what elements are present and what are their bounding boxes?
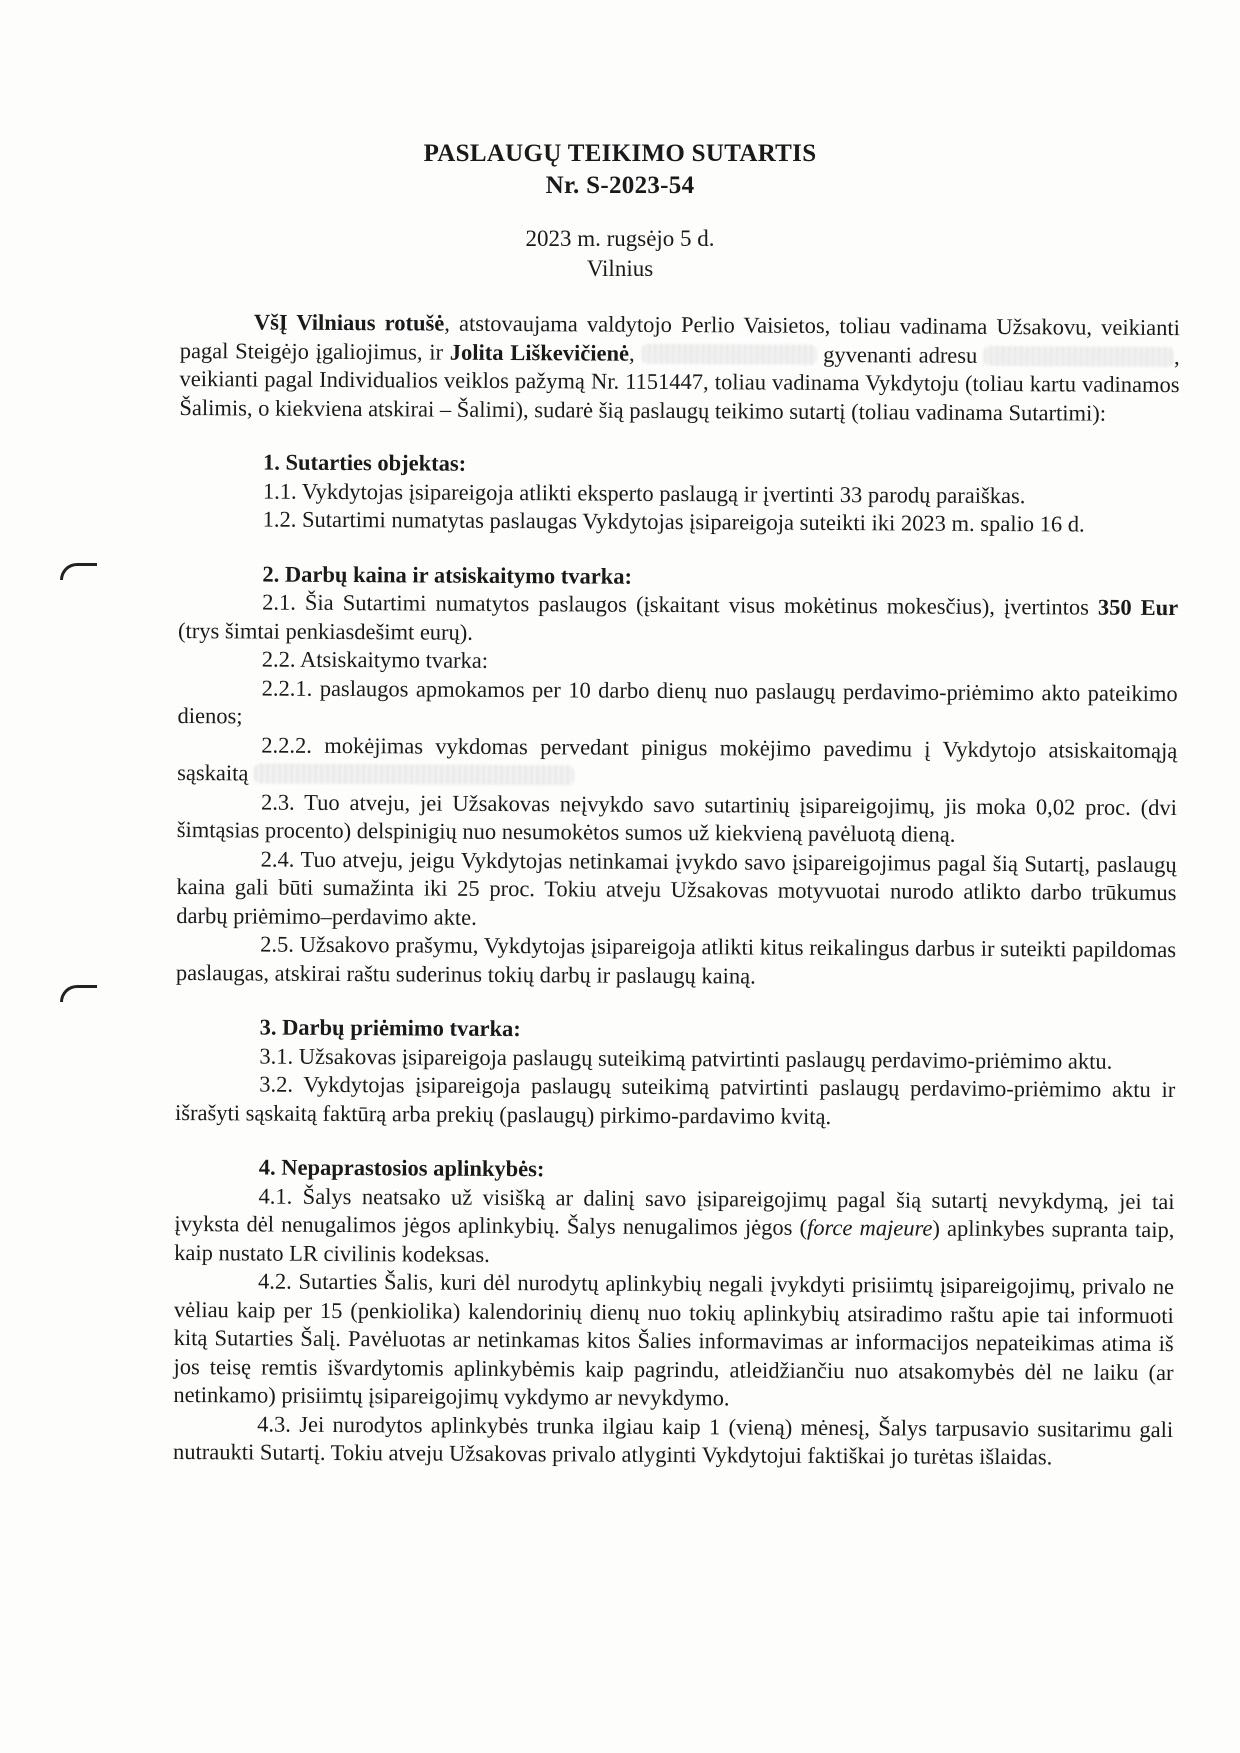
clause: 2.5. Užsakovo prašymu, Vykdytojas įsipareigoja atlikti kitus reikalingus darbus ir suteikti papildomas paslaugas, atskirai raštu suderinus tokių darbų ir paslaugų kainą.: [175, 931, 1177, 989]
intro-text: gyvenanti adresu: [816, 341, 985, 368]
clause-text: 2.2.2. mokėjimas vykdomas pervedant pinigus mokėjimo pavedimu į Vykdytojo atsiskaitomąją sąskaitą: [177, 732, 1178, 786]
clause: 3.2. Vykdytojas įsipareigoja paslaugų suteikimą patvirtinti paslaugų perdavimo-priėmimo aktu ir išrašyti sąskaitą faktūrą arba prekių (paslaugų) pirkimo-pardavimo kvitą.: [175, 1071, 1176, 1129]
section-heading: 1. Sutarties objektas:: [262, 449, 467, 476]
clause: 2.4. Tuo atveju, jeigu Vykdytojas netinkamai įvykdo savo įsipareigojimus pagal šią Sutartį, paslaugų kaina gali būti sumažinta iki 25 proc. Tokiu atveju Užsakovas motyvuotai nurodo atlikto darbo trūkumus darbų priėmimo–perdavimo akte.: [176, 846, 1177, 930]
intro-paragraph: [179, 308, 1180, 428]
clause: [178, 588, 1178, 651]
redacted-bank-account: [254, 763, 574, 785]
intro-text: ,: [628, 340, 642, 366]
redacted-personal-code: [641, 343, 816, 364]
punch-hole-mark: [60, 563, 97, 580]
clause-text: ) aplinkybes supranta taip, kaip nustato LR civilinis kodeksas.: [174, 1215, 1175, 1267]
clause-text: 4.1. Šalys neatsako už visišką ar dalinį savo įsipareigojimų pagal šią sutartį nevykdymą, jei tai įvyksta dėl nenugalimos jėgos aplinkybių. Šalys nenugalimos jėgos (: [174, 1182, 1175, 1240]
italic-term: force majeure: [806, 1214, 933, 1241]
clause: [174, 1181, 1175, 1273]
clause: 2.2.1. paslaugos apmokamos per 10 darbo dienų nuo paslaugų perdavimo-priėmimo akto pateikimo dienos;: [177, 675, 1178, 729]
clause: 4.3. Jei nurodytos aplinkybės trunka ilgiau kaip 1 (vieną) mėnesį, Šalys tarpusavio susitarimu gali nutraukti Sutartį. Tokiu atveju Užsakovas privalo atlyginti Vykdytojui faktiškai jo turėtas išlaidas.: [172, 1410, 1174, 1470]
title-line: PASLAUGŲ TEIKIMO SUTARTIS: [423, 140, 817, 167]
contract-body: [173, 308, 1180, 1473]
intro-text: , atstovaujama valdytojo Perlio Vaisietos, toliau vadinama Užsakovu, veikianti pagal Steigėjo įgaliojimus, ir: [179, 310, 1180, 365]
clause: 4.2. Sutarties Šalis, kuri dėl nurodytų aplinkybių negali įvykdyti prisiimtų įsipareigojimų, privalo ne vėliau kaip per 15 (penkiolika) kalendorinių dienų nuo tokių aplinkybių atsiradimo raštu apie tai informuoti kitą Sutarties Šalį. Pavėluotas ar netinkamas kitos Šalies informavimas ar informacijos nepateikimas atima iš jos teisę remtis išvardytomis aplinkybėmis kaip pagrindu, atleidžiančiu nuo atsakomybės dėl ne laiku (ar netinkamo) prisiimtų įsipareigojimų vykdymo ar nevykdymo.: [173, 1268, 1175, 1411]
intro-text: , veikianti pagal Individualios veiklos pažymą Nr. 1151447, toliau vadinama Vykdytoju (toliau kartu vadinamos Šalimis, o kiekviena atskirai – Šalimi), sudarė šią paslaugų teikimo sutartį (toliau vadinama Sutartimi):: [179, 343, 1180, 426]
punch-hole-mark: [60, 985, 97, 1002]
clause: 1.1. Vykdytojas įsipareigoja atlikti eksperto paslaugą ir įvertinti 33 parodų paraiškas.: [262, 478, 1026, 508]
section-heading: 2. Darbų kaina ir atsiskaitymo tvarka:: [262, 561, 633, 589]
contract-city: Vilnius: [586, 256, 654, 281]
clause: [177, 730, 1177, 793]
clause-text: 2.1. Šia Sutartimi numatytos paslaugos (įskaitant visus mokėtinus mokesčius), įvertintos: [262, 589, 1098, 620]
clause-text: (trys šimtai penkiasdešimt eurų).: [177, 617, 474, 645]
price-amount: 350 Eur: [1097, 594, 1179, 621]
document-title: [0, 138, 1240, 202]
section-heading: 4. Nepaprastosios aplinkybės:: [258, 1154, 545, 1182]
clause: 1.2. Sutartimi numatytas paslaugas Vykdytojas įsipareigoja suteikti iki 2023 m. spalio 16 d.: [262, 506, 1085, 537]
clause: 3.1. Užsakovas įsipareigoja paslaugų suteikimą patvirtinti paslaugų perdavimo-priėmimo aktu.: [259, 1042, 1113, 1074]
clause: 2.3. Tuo atveju, jei Užsakovas neįvykdo savo sutartinių įsipareigojimų, jis moka 0,02 proc. (dvi šimtąsias procento) delspinigių nuo nesumokėtos sumos už kiekvieną pavėluotą dieną.: [176, 789, 1178, 847]
clause: 2.2. Atsiskaitymo tvarka:: [261, 646, 489, 673]
section-heading: 3. Darbų priėmimo tvarka:: [259, 1014, 521, 1042]
party1-name: VšĮ Vilniaus rotušė: [253, 309, 445, 336]
contract-date: 2023 m. rugsėjo 5 d.: [525, 226, 715, 251]
contract-number: Nr. S-2023-54: [545, 172, 695, 199]
date-block: [0, 224, 1240, 284]
redacted-address: [984, 345, 1174, 366]
party2-name: Jolita Liškevičienė: [449, 339, 630, 366]
